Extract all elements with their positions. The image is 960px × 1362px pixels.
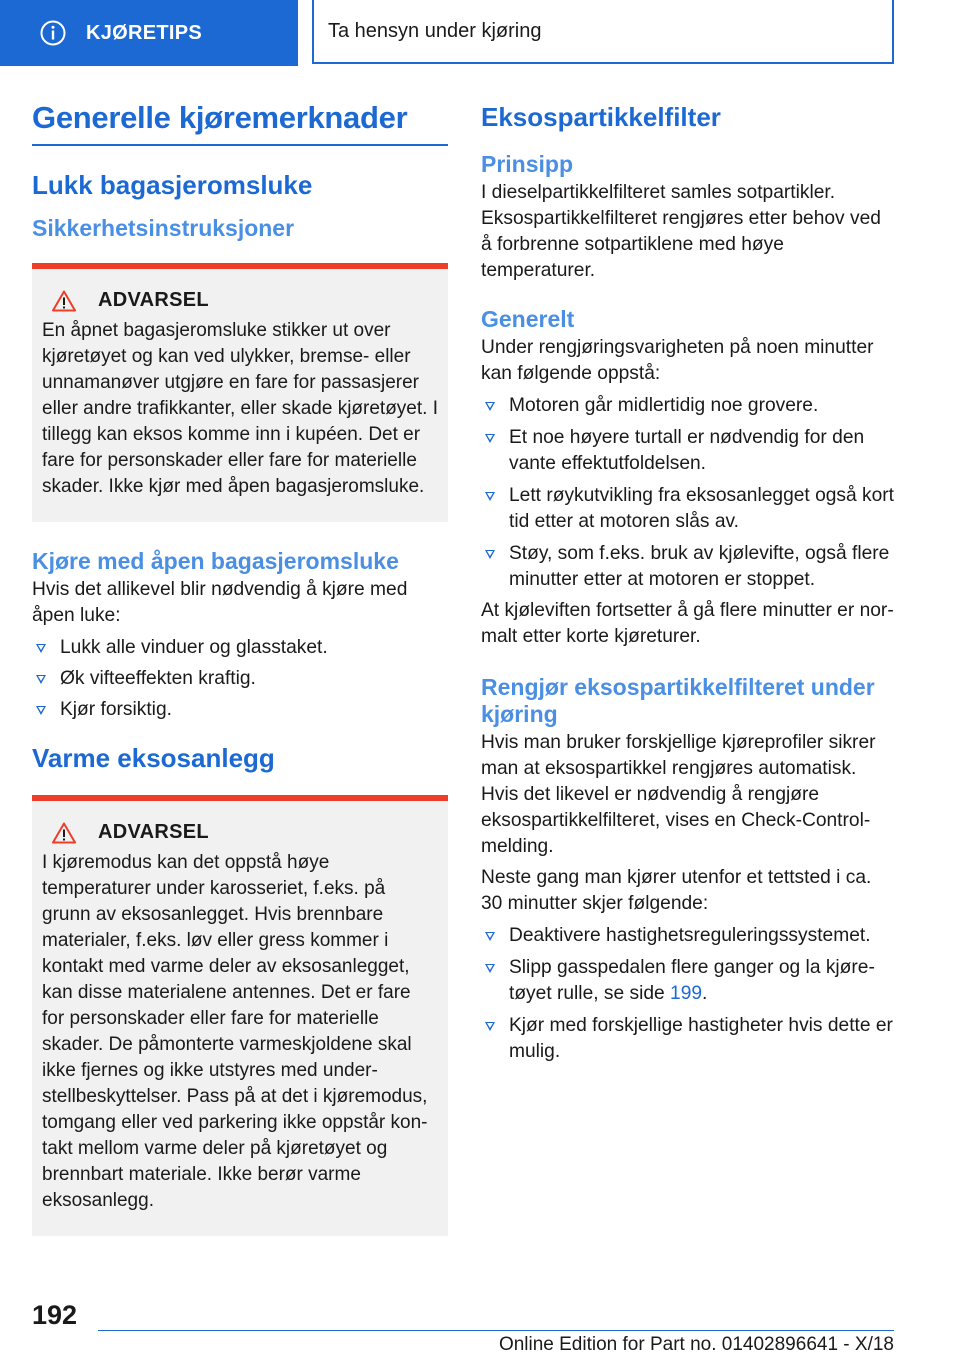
generelt-list [481, 393, 895, 593]
list-item: Kjør med forskjellige hastigheter hvis dette er mulig. [481, 1013, 895, 1065]
list-item: Kjør forsiktig. [32, 697, 448, 723]
page-title: Generelle kjøremerknader [32, 100, 448, 146]
footer-edition: Online Edition for Part no. 01402896641 - X/18 [498, 1334, 894, 1355]
warning-triangle-icon [52, 290, 76, 312]
triangle-bullet-icon [485, 402, 495, 411]
list-item: Deaktivere hastighetsreguleringssystemet. [481, 923, 895, 949]
info-icon [40, 20, 66, 46]
warning-header [52, 289, 438, 312]
warning-box-2 [32, 795, 448, 1236]
triangle-bullet-icon [485, 964, 495, 973]
warning-label: ADVARSEL [98, 821, 209, 843]
list-item: Støy, som f.eks. bruk av kjølevifte, også flere minutter etter at motoren er stoppet. [481, 541, 895, 593]
rengjor-text-1: Hvis man bruker forskjellige kjøreprofiler sikrer man at eksospartikkel rengjøres automatisk. Hvis det likevel er nødvendig å rengjøre eksospartikkelfilteret, vises en Check-Control-melding. [481, 732, 876, 857]
list-item: Et noe høyere turtall er nødvendig for den vante effektutfoldelsen. [481, 425, 895, 477]
list-item: Lukk alle vinduer og glasstaket. [32, 635, 448, 661]
generelt-after-text: At kjøleviften fortsetter å gå flere minutter er normalt etter korte kjøreturer. [481, 600, 894, 647]
triangle-bullet-icon [36, 644, 46, 653]
warning-header [52, 821, 438, 844]
triangle-bullet-icon [485, 550, 495, 559]
chapter-header [312, 0, 894, 64]
triangle-bullet-icon [485, 932, 495, 941]
list-item: Lett røykutvikling fra eksosanlegget også kort tid etter at motoren slås av. [481, 483, 895, 535]
list-item: Slipp gasspedalen flere ganger og la kjøretøyet rulle, se side 199. [481, 955, 895, 1007]
triangle-bullet-icon [36, 675, 46, 684]
kjore-list [32, 635, 448, 723]
page-reference-link[interactable]: 199 [670, 983, 703, 1004]
heading-filter: Eksospartikkelfilter [481, 102, 721, 132]
warning-text: En åpnet bagasjeromsluke stikker ut over kjøretøyet og kan ved ulykker, bremse- eller unnamanøver utgjøre en fare for passasjerer eller andre trafikkanter, eller skade kjøretøyet. I tillegg kan eksos komme inn i kupéen. Det er fare for personskader eller fare for materielle skader. Ikke kjør med åpen bagasjeromsluke. [42, 320, 438, 497]
heading-rengjor: Rengjør eksospartikkelfilteret under kjøring [481, 674, 875, 727]
triangle-bullet-icon [485, 434, 495, 443]
page-number: 192 [32, 1300, 78, 1330]
heading-kjore: Kjøre med åpen bagasjeromsluke [32, 548, 399, 574]
kjore-text: Hvis det allikevel blir nødvendig å kjøre med åpen luke: [32, 579, 408, 626]
list-item: Øk vifteeffekten kraftig. [32, 666, 448, 692]
warning-box-1 [32, 263, 448, 522]
warning-label: ADVARSEL [98, 289, 209, 311]
left-column [32, 100, 448, 1236]
chapter-title: Ta hensyn under kjøring [328, 19, 542, 42]
prinsipp-text: I dieselpartikkelfilteret samles sotpartikler. Eksospartikkelfilteret rengjøres etter behov ved å forbrenne sotpartiklene med høye temperaturer. [481, 182, 881, 281]
triangle-bullet-icon [485, 492, 495, 501]
footer-divider [98, 1330, 894, 1331]
section-label: KJØRETIPS [86, 21, 203, 44]
triangle-bullet-icon [36, 706, 46, 715]
heading-sikkerhet: Sikkerhetsinstruksjoner [32, 215, 295, 241]
rengjor-list [481, 923, 895, 1065]
section-tab[interactable] [0, 0, 298, 66]
heading-varme: Varme eksosanlegg [32, 743, 275, 773]
rengjor-text-2: Neste gang man kjører utenfor et tettsted i ca. 30 minutter skjer følgende: [481, 867, 872, 914]
warning-triangle-icon [52, 822, 76, 844]
warning-text: I kjøremodus kan det oppstå høye temperaturer under karosseriet, f.eks. på grunn av eksosanlegget. Hvis brennbare materialer, f.eks. løv eller gress kommer i kontakt med varme deler av eksosanlegget, kan disse materialene antennes. Det er fare for personskader eller fare for materielle skader. De påmonterte varmeskjoldene skal ikke fjernes og ikke utstyres med understellbeskyttelser. Pass på at det i kjøremodus, tomgang eller ved parkering ikke oppstår kontakt mellom varme deler på kjøretøyet og brennbart materiale. Ikke berør varme eksosanlegg. [42, 852, 428, 1211]
right-column [481, 100, 895, 1065]
triangle-bullet-icon [485, 1022, 495, 1031]
list-item: Motoren går midlertidig noe grovere. [481, 393, 895, 419]
heading-prinsipp: Prinsipp [481, 151, 574, 177]
heading-bagasje: Lukk bagasjeromsluke [32, 170, 313, 200]
heading-generelt: Generelt [481, 306, 575, 332]
generelt-text: Under rengjøringsvarigheten på noen minutter kan følgende oppstå: [481, 337, 874, 384]
